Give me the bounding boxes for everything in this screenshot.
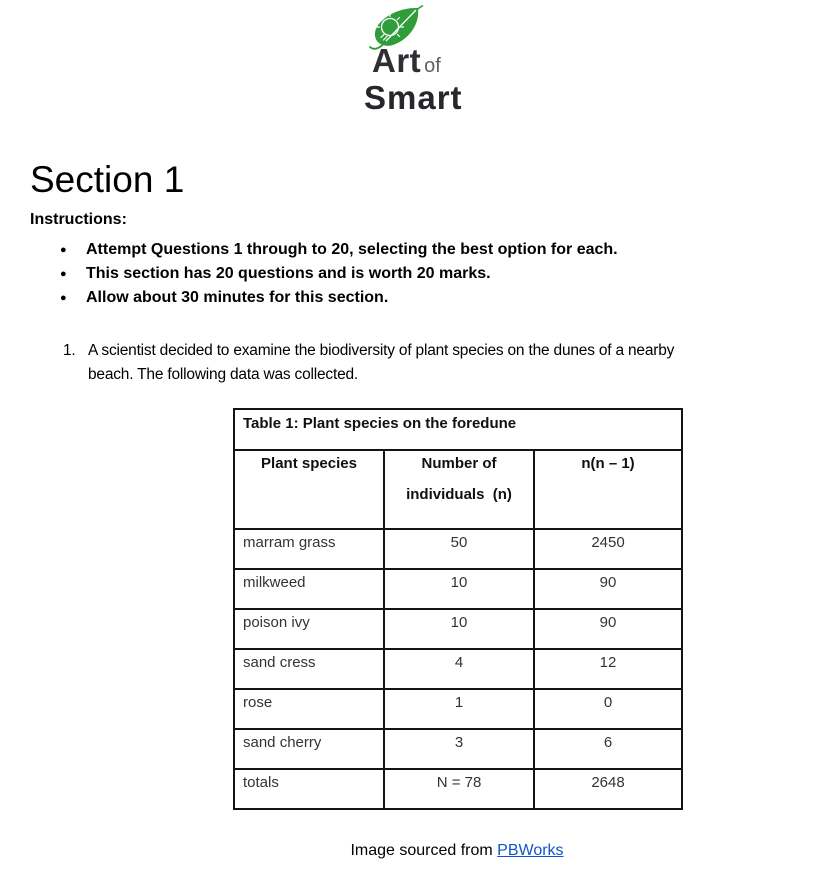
- table-title: Table 1: Plant species on the foredune: [234, 409, 682, 450]
- image-source-caption: [233, 841, 681, 861]
- logo-word-of: of: [424, 55, 441, 77]
- plant-species-table: [233, 408, 683, 810]
- count-cell: 50: [384, 529, 534, 569]
- instruction-text: Attempt Questions 1 through to 20, selecting the best option for each.: [86, 241, 618, 258]
- logo-wordmark-top: [372, 44, 441, 83]
- nn1-cell: 12: [534, 649, 682, 689]
- species-cell: totals: [234, 769, 384, 809]
- table-row: [234, 689, 682, 729]
- logo-word-art: Art: [372, 42, 422, 79]
- count-cell: N = 78: [384, 769, 534, 809]
- instruction-text: This section has 20 questions and is worth 20 marks.: [86, 265, 491, 282]
- species-cell: milkweed: [234, 569, 384, 609]
- species-cell: sand cherry: [234, 729, 384, 769]
- col-header-number-of-individuals: [384, 450, 534, 529]
- count-cell: 1: [384, 689, 534, 729]
- instruction-item: [60, 262, 618, 286]
- question-text-line: beach. The following data was collected.: [88, 365, 359, 383]
- species-cell: sand cress: [234, 649, 384, 689]
- table-row: [234, 769, 682, 809]
- table-header-row: [234, 450, 682, 529]
- instruction-item: [60, 238, 618, 262]
- instructions-label: Instructions:: [30, 211, 127, 228]
- question-text-line: A scientist decided to examine the biodiversity of plant species on the dunes of a nearby: [88, 342, 675, 359]
- col-header-plant-species: Plant species: [234, 450, 384, 529]
- question-number: 1.: [63, 342, 76, 359]
- caption-text: Image sourced from: [350, 842, 493, 859]
- nn1-cell: 2648: [534, 769, 682, 809]
- section-title: Section 1: [30, 159, 185, 200]
- nn1-cell: 2450: [534, 529, 682, 569]
- nn1-cell: 90: [534, 609, 682, 649]
- pbworks-link[interactable]: PBWorks: [497, 842, 564, 859]
- question-1: [63, 339, 674, 386]
- count-cell: 3: [384, 729, 534, 769]
- table-row: [234, 649, 682, 689]
- instruction-text: Allow about 30 minutes for this section.: [86, 289, 389, 306]
- question-text: [88, 339, 674, 386]
- nn1-cell: 90: [534, 569, 682, 609]
- bullet-icon: [60, 262, 86, 286]
- instructions-list: [60, 238, 618, 310]
- bullet-icon: [60, 286, 86, 310]
- logo-word-smart: Smart: [364, 79, 463, 116]
- species-cell: marram grass: [234, 529, 384, 569]
- bullet-icon: [60, 238, 86, 262]
- species-cell: poison ivy: [234, 609, 384, 649]
- count-cell: 4: [384, 649, 534, 689]
- nn1-cell: 0: [534, 689, 682, 729]
- count-cell: 10: [384, 569, 534, 609]
- count-cell: 10: [384, 609, 534, 649]
- nn1-cell: 6: [534, 729, 682, 769]
- table-row: [234, 529, 682, 569]
- table-title-row: [234, 409, 682, 450]
- table-row: [234, 729, 682, 769]
- instruction-item: [60, 286, 618, 310]
- table-row: [234, 569, 682, 609]
- species-cell: rose: [234, 689, 384, 729]
- col-header-line: individuals (n): [406, 486, 512, 503]
- col-header-line: Number of: [421, 455, 497, 472]
- col-header-nn1: n(n – 1): [534, 450, 682, 529]
- table-row: [234, 609, 682, 649]
